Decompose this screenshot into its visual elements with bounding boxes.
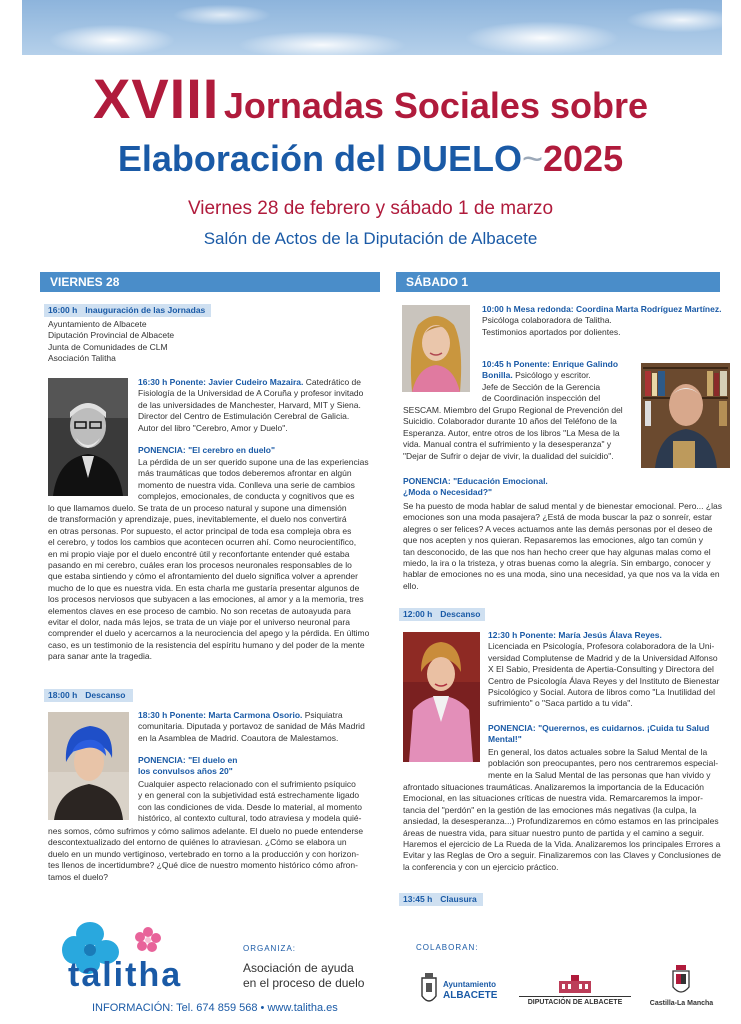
bio-text: versidad Complutense de Madrid y de la Universidad Alfonso [488,652,718,663]
bio-text: SESCAM. Miembro del Grupo Regional de Prevención del [403,405,623,415]
title-roman-numeral: XVIII [92,67,220,130]
palace-icon [557,975,593,993]
bio-text: Fisiología de la Universidad de A Coruña y profesor invitado [138,388,364,399]
abstract-line: La pérdida de un ser querido supone una de las experiencias [138,457,369,467]
ponencia-label: PONENCIA: [138,445,186,455]
abstract-line: mente en la Salud Mental de las personas que han vivido y [488,769,711,780]
talk3-bio-side [482,359,637,405]
abstract-line: tes llenos de incertidumbre? ¿Qué dice de nuestro momento histórico cómo afron- [48,860,358,871]
partner1-line1: Ayuntamiento [443,980,497,989]
bio-text: Jefe de Sección de la Gerencia [482,381,601,392]
talk3-abstract [403,501,733,592]
title-tilde: ~ [521,138,543,179]
talk1-abstract-side [138,457,371,503]
title-duelo: Elaboración del DUELO [117,138,522,179]
friday-heading: VIERNES 28 [40,272,380,292]
roundtable-line: Psicóloga colaboradora de Talitha. [482,315,612,326]
partner-diputacion-albacete [519,975,631,1011]
bio-text: Licenciada en Psicología, Profesora colaboradora de la Uni- [488,641,715,652]
sky-banner [22,0,722,55]
partner-castilla-la-mancha [644,965,719,1013]
talk4-ponencia [488,723,733,746]
abstract-line: hablar de emociones no es una moda, sino una necesidad, ya que nos va la vida en [403,569,720,580]
abstract-line: momento de nuestra vida. Conlleva una serie de cambios [138,479,355,490]
abstract-line: ello. [403,580,419,591]
bio-text: Psiquiatra [304,710,343,720]
talk2-bio [138,710,373,744]
abstract-line: que estaba sintiendo y cómo el afrontamiento del duelo significa volver a aprender [48,571,358,582]
roundtable-line: Testimonios aportados por dolientes. [482,326,621,337]
crest-icon [418,972,440,1008]
abstract-line: que nos acepten y nos quieran. Repasaremos las emociones, algo tan común y [403,535,704,546]
bio-text: "Dejar de Sufrir o dejar de vivir, la dualidad del suicidio". [403,450,614,461]
event-dates: Viernes 28 de febrero y sábado 1 de marzo [187,198,554,219]
abstract-line: y en general con la subjetividad está estrechamente ligado [138,790,360,801]
bio-text: Psicólogo y escritor. [515,370,591,381]
abstract-line: caso, es un testimonio de la resistencia del espíritu humano y del poder de la mente [48,639,365,650]
talk2-ponencia [138,755,371,778]
bio-text: Centro de Psicología Álava Reyes y del Instituto de Bienestar [488,675,720,686]
ponencia-title: Mental!" [488,734,522,745]
break2-time: 12:00 h [403,609,433,619]
abstract-line: el cerebro, y todos los cambios que acontecen ocurren ahí. Como neurocientífico, [48,537,357,548]
host-line: Ayuntamiento de Albacete [48,319,147,329]
talk4-bio [488,630,733,710]
break2-time-bar [399,608,485,621]
title-year: 2025 [543,138,624,179]
abstract-line: tancia del "perdón" en la gestión de las emociones más negativas (la culpa, la [403,804,697,815]
organiza-line: Asociación de ayuda [243,961,354,975]
ponencia-title: "El duelo en [188,755,238,765]
saturday-heading: SÁBADO 1 [396,272,720,292]
talk2-abstract-side [138,779,373,825]
abstract-line: pasando en mi cerebro, cuáles eran los procesos neuronales responsables de lo [48,560,352,571]
talitha-logo-text: talitha [68,956,183,994]
opening-label: Inauguración de las Jornadas [85,305,206,315]
bio-text: en la Asamblea de Madrid. Coautora de Malestamos. [138,732,339,743]
talk1-bio [138,377,371,434]
break2-label: Descanso [440,609,481,619]
opening-time-bar [44,304,211,317]
abstract-line: alegres o ser felices? A veces actuamos ante las demás personas por el deseo de [403,523,713,534]
host-line: Diputación Provincial de Albacete [48,330,175,341]
bio-text: de Coordinación inspección del [482,393,601,404]
organiza-line: en el proceso de duelo [243,976,365,990]
abstract-line: población son preocupantes, pero nos centraremos especial- [488,758,719,769]
abstract-line: duelo en un mundo vertiginoso, vertebrado en torno a la producción y con horizon- [48,848,359,859]
abstract-line: comprender el duelo y acercarnos a la neurociencia del apego y la pérdida. En último [48,628,370,639]
abstract-line: emociones son una moda pasajera? ¿Está de moda buscar la paz o sonreír, estar [403,512,713,523]
photo-javier-cudeiro [48,378,128,496]
abstract-line: miedo, la ira o la tristeza, y otras buenas como la alegría. Sin embargo, conocer y [403,558,711,569]
abstract-line: complejos, emocionales, de conducta y cognitivos que es [138,491,355,502]
talk3-speaker: 10:45 h Ponente: Enrique Galindo [482,359,619,369]
abstract-line: descontextualizado del entorno de quiénes lo atraviesan. ¿Cómo se elabora un [48,837,347,848]
partner-ayuntamiento-albacete [418,968,508,1014]
abstract-line: En general, los datos actuales sobre la Salud Mental de la [488,747,708,757]
ponencia-title: ¿Moda o Necesidad?" [403,487,493,498]
abstract-line: Haremos el ejercicio de La Rueda de la Vida. Analizaremos los principales Errores a [403,839,721,850]
roundtable-title: 10:00 h Mesa redonda: Coordina Marta Rodríguez Martínez. [482,304,722,314]
talk4-speaker: 12:30 h Ponente: María Jesús Álava Reyes. [488,630,662,640]
closing-label: Clausura [440,894,477,904]
talk3-bio-full [403,405,639,462]
abstract-line: para sanar ante la tragedia. [48,651,152,662]
ponencia-title: "Educación Emocional. [453,476,548,486]
abstract-line: histórico, al contexto cultural, todo atraviesa y modela quié- [138,813,362,824]
ponencia-title: "El cerebro en duelo" [188,445,276,455]
abstract-line: áreas de nuestra vida, para situar nuestro punto de partida y el camino a seguir. [403,827,704,838]
break1-label: Descanso [85,690,126,700]
ponencia-label: PONENCIA: [488,723,536,733]
abstract-line: tamos el duelo? [48,871,109,882]
abstract-line: afrontado situaciones traumáticas. Analizaremos la importancia de la Educación [403,782,704,792]
bio-text: Catedrático de [305,377,362,387]
bio-text: Director del Centro de Estimulación Cerebral de Galicia. [138,411,350,422]
abstract-line: en otras personas. Por supuesto, el actor principal de toda esa compleja obra es [48,525,352,536]
abstract-line: elementos claves en ese proceso de cambio. No son recetas de autoayuda para [48,605,351,616]
abstract-line: de transformación y aprendizaje, pues, inevitablemente, el duelo nos convertirá [48,514,347,525]
opening-hosts [48,319,368,365]
title-line-1 [0,66,741,131]
photo-maria-jesus-alava [403,632,480,762]
photo-marta-rodriguez [402,305,470,392]
abstract-line: la conferencia y con un ejercicio práctico. [403,861,559,872]
abstract-line: mucho de lo que es nuestra vida. En esta charla me gustaría presentar algunos de [48,582,360,593]
talk2-abstract-full [48,826,373,883]
closing-time-bar [399,893,483,906]
bio-text: sufrimiento" o "Saca partido a tu vida". [488,698,633,709]
title-rest: Jornadas Sociales sobre [223,85,649,126]
break1-time-bar [44,689,133,702]
abstract-line: lo que llamamos duelo. Se trata de un proceso natural y supone una dimensión [48,503,347,513]
closing-time: 13:45 h [403,894,433,904]
abstract-line: tan desconocido, de las que nos han hecho creer que hay algunas malas como el [403,546,711,557]
abstract-line: en mi propio viaje por el duelo encontré útil y reconfortante entender qué estaba [48,548,350,559]
abstract-line: Emocional, en las situaciones críticas de nuestra vida. Remarcaremos la impor- [403,793,703,804]
photo-marta-carmona [48,712,129,820]
roundtable [482,304,732,338]
abstract-line: evitar el dolor, nada más lejos, se trata de un viaje por el universo neuronal para [48,617,350,628]
contact-info: INFORMACIÓN: Tel. 674 859 568 • www.talitha.es [92,1002,338,1014]
ponencia-label: PONENCIA: [138,755,186,765]
abstract-line: Evitar y las Reglas de Oro a seguir. Finalizaremos con las Claves y Conclusiones de [403,850,721,861]
abstract-line: más traumáticas que todos deberemos afrontar en algún [138,468,352,479]
bio-text: Psicológico y Social. Autora de libros como "La Inutilidad del [488,687,715,698]
abstract-line: los procesos nerviosos que subyacen a las emociones, al amor y a la memoria, tres [48,594,364,605]
talk1-ponencia [138,445,371,456]
talk3-speaker: Bonilla. [482,370,513,381]
host-line: Junta de Comunidades de CLM [48,341,168,352]
organiza-text [243,961,364,991]
bio-text: Esperanza. Autor, entre otros de los libros "La Mesa de la [403,427,620,438]
bio-text: X El Sabio, Presidenta de Apertia-Consulting y Directora del [488,664,714,675]
abstract-line: ansiedad, la desesperanza...) Profundizaremos en cómo estamos en las principales [403,816,719,827]
opening-time: 16:00 h [48,305,78,315]
colaboran-label: COLABORAN: [416,943,479,952]
partner1-line2: ALBACETE [443,990,498,1001]
host-line: Asociación Talitha [48,353,116,364]
abstract-line: con las condiciones de vida. Desde lo material, al momento [138,801,362,812]
title-line-2 [0,138,741,180]
talk1-speaker: 16:30 h Ponente: Javier Cudeiro Mazaira. [138,377,304,387]
bio-text: comunitaria. Diputada y portavoz de sanidad de Más Madrid [138,721,365,732]
ponencia-label: PONENCIA: [403,476,451,486]
talk4-abstract-side [488,747,733,781]
bio-text: Suicidio. Colaborador durante 10 años del Teléfono de la [403,416,617,427]
talk3-ponencia [403,476,723,499]
bio-text: Autor del libro "Cerebro, Amor y Duelo". [138,422,288,433]
ponencia-title: los convulsos años 20" [138,766,233,777]
talk1-abstract-full [48,503,373,663]
talk4-abstract-full [403,782,733,873]
talk2-speaker: 18:30 h Ponente: Marta Carmona Osorio. [138,710,303,720]
regional-crest-icon [670,965,692,997]
abstract-line: nes somos, cómo sufrimos y cómo salimos adelante. El duelo no puede entenderse [48,826,364,836]
abstract-line: Cualquier aspecto relacionado con el sufrimiento psíquico [138,779,356,789]
bio-text: vida. Manual contra el sufrimiento y la desesperanza" y [403,439,612,450]
break1-time: 18:00 h [48,690,78,700]
ponencia-title: "Querernos, es cuidarnos. ¡Cuida tu Salud [538,723,710,733]
partner2-name: DIPUTACIÓN DE ALBACETE [527,999,623,1006]
abstract-line: Se ha puesto de moda hablar de salud mental y de bienestar emocional. Pero... ¿las [403,501,722,511]
bio-text: de las universidades de Manchester, Harvard, MIT y Siena. [138,399,361,410]
partner3-name: Castilla-La Mancha [649,1000,714,1007]
photo-enrique-galindo [641,363,730,468]
event-venue: Salón de Actos de la Diputación de Albacete [203,229,538,248]
organiza-label: ORGANIZA: [243,944,297,953]
